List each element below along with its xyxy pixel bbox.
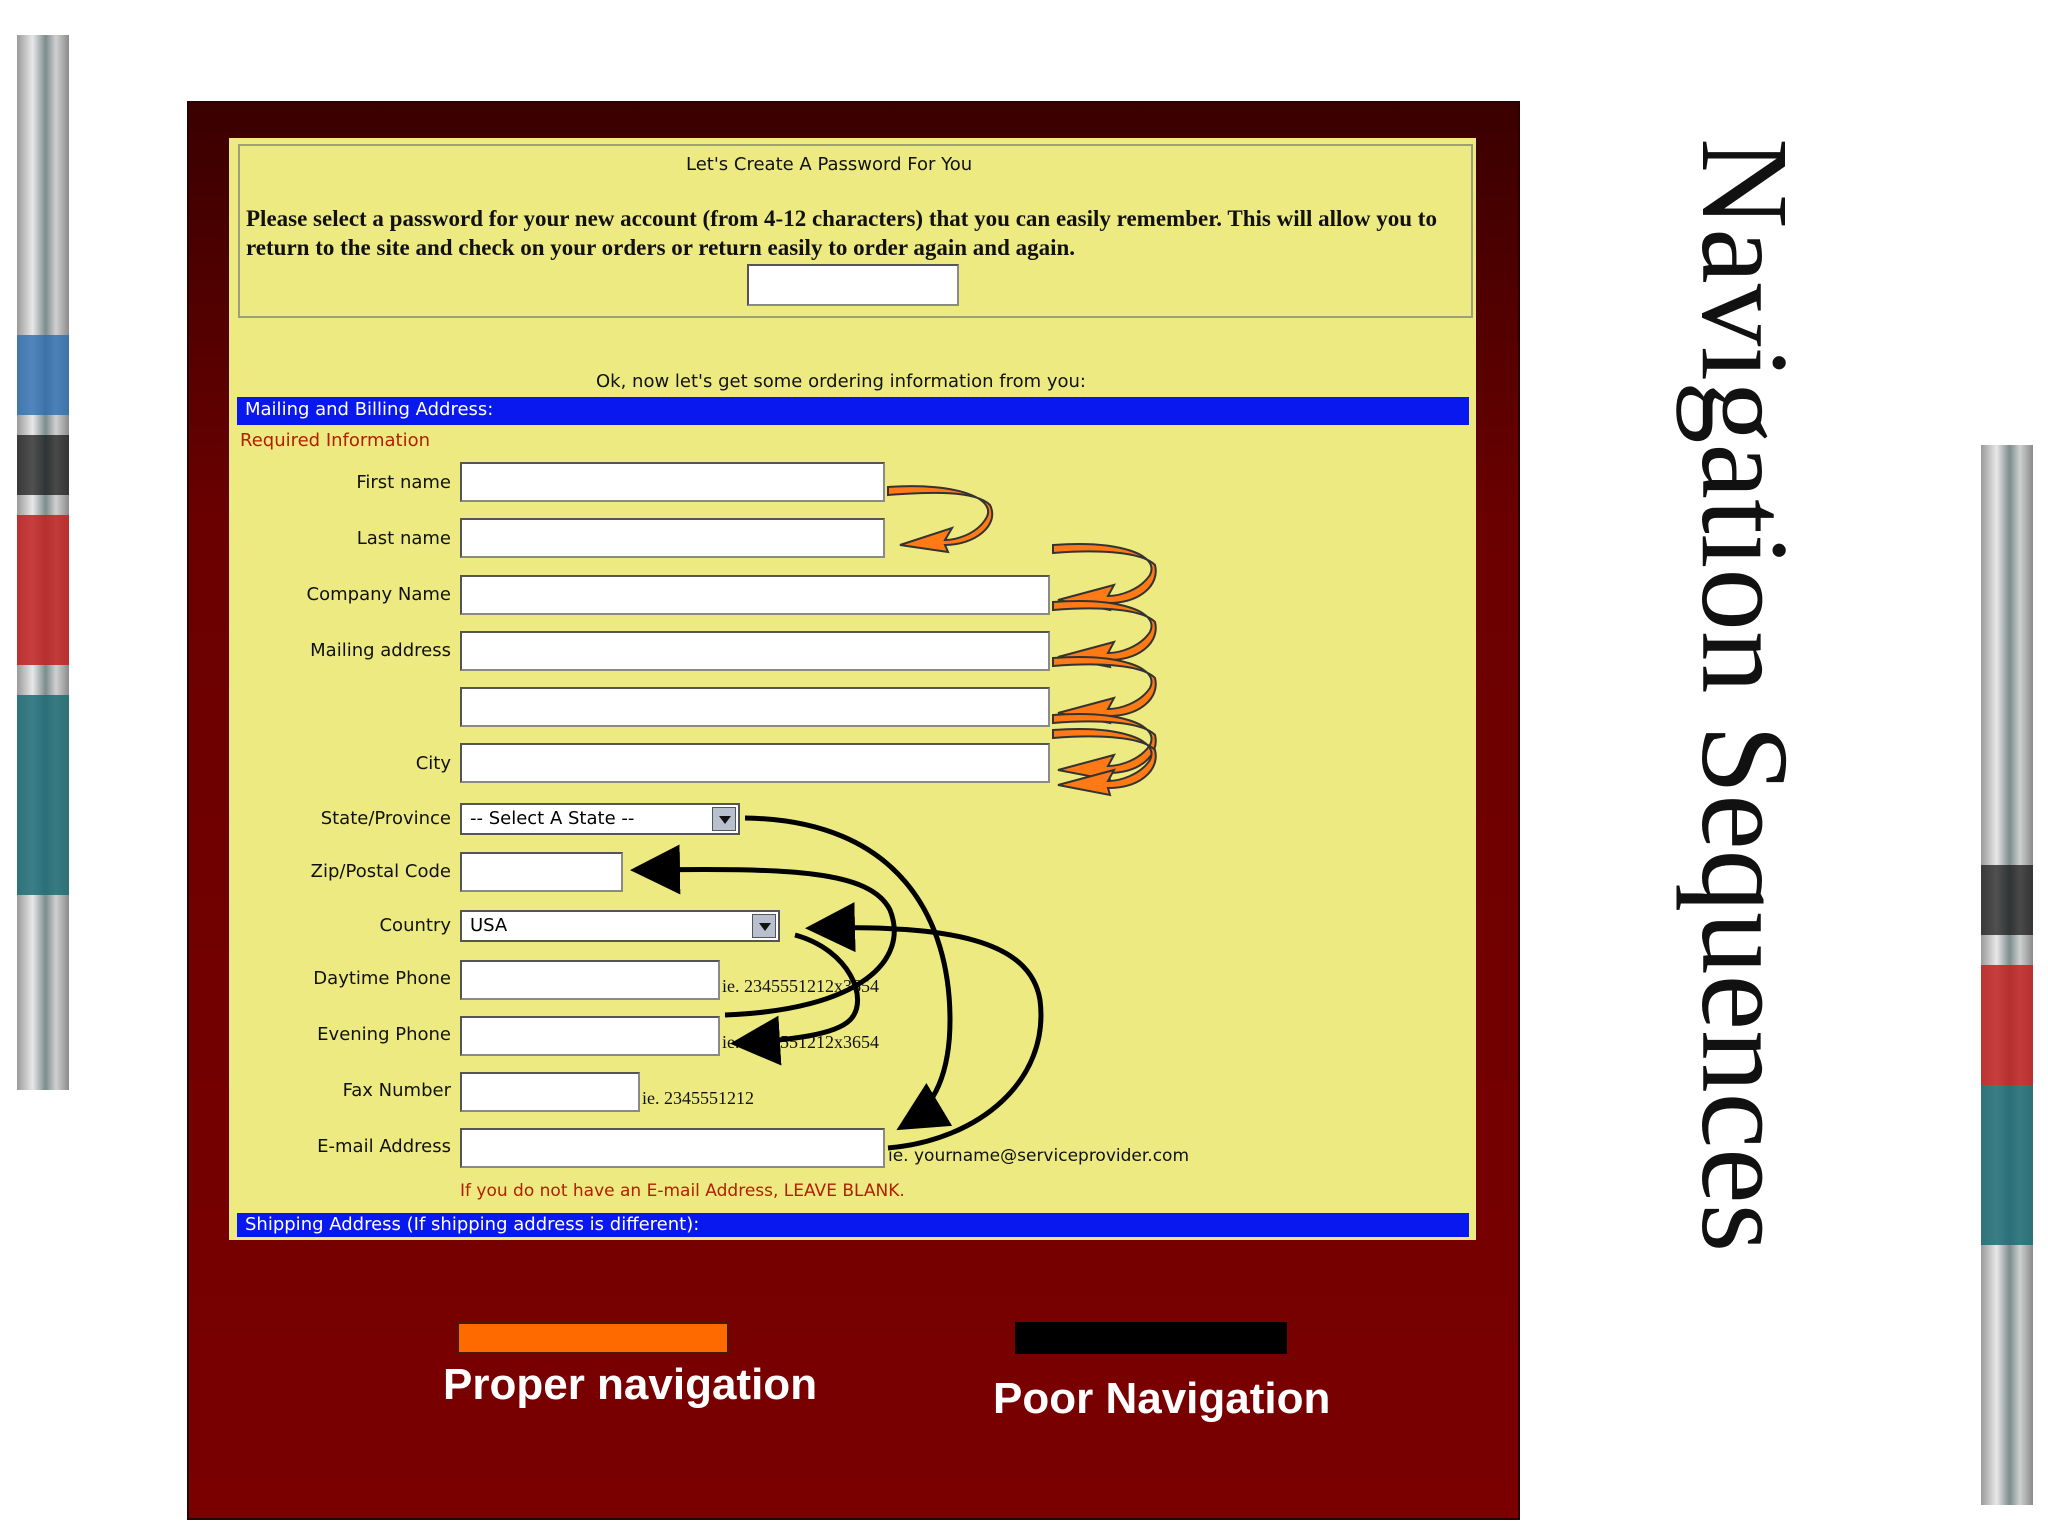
country-select-value: USA [470,915,508,936]
state-label: State/Province [320,808,451,829]
mailing-address-label: Mailing address [310,640,451,661]
email-label: E-mail Address [317,1136,451,1157]
poor-navigation-label: Poor Navigation [993,1374,1331,1423]
password-instructions: Please select a password for your new account (from 4-12 characters) that you can easily remember. This will allow you to return to the site and check on your orders or return easily to order again and again. [246,206,1437,260]
country-label: Country [379,915,451,936]
fax-number-label: Fax Number [342,1080,451,1101]
proper-navigation-label: Proper navigation [443,1360,818,1409]
slide-title: Navigation Sequences [1675,138,1813,1253]
city-label: City [415,753,451,774]
email-blank-note: If you do not have an E-mail Address, LEAVE BLANK. [460,1181,905,1201]
evening-phone-label: Evening Phone [317,1024,451,1045]
email-hint: ie. yourname@serviceprovider.com [888,1146,1190,1166]
poor-navigation-swatch [1015,1322,1287,1354]
password-heading: Let's Create A Password For You [686,154,973,175]
orange-arrow-1 [888,486,992,552]
ordering-intro: Ok, now let's get some ordering information from you: [596,371,1086,392]
zip-label: Zip/Postal Code [310,861,451,882]
shipping-address-bar: Shipping Address (If shipping address is different): [237,1213,1469,1237]
first-name-label: First name [356,472,451,493]
required-info-note: Required Information [240,430,431,451]
fax-number-hint: ie. 2345551212 [642,1088,754,1108]
state-select-value: -- Select A State -- [470,808,635,829]
black-arrow-email-to-country [815,928,1041,1148]
orange-arrow-2 [1053,544,1156,610]
daytime-phone-hint: ie. 2345551212x3654 [722,976,879,996]
mailing-billing-bar: Mailing and Billing Address: [237,397,1469,425]
evening-phone-hint: ie. 2345551212x3654 [722,1032,879,1052]
company-name-label: Company Name [306,584,451,605]
black-arrow-country-to-evening [740,935,858,1043]
last-name-label: Last name [356,528,451,549]
proper-navigation-arrows [888,486,1156,795]
poor-navigation-arrows [640,818,1041,1148]
proper-navigation-swatch [457,1322,729,1354]
daytime-phone-label: Daytime Phone [313,968,451,989]
